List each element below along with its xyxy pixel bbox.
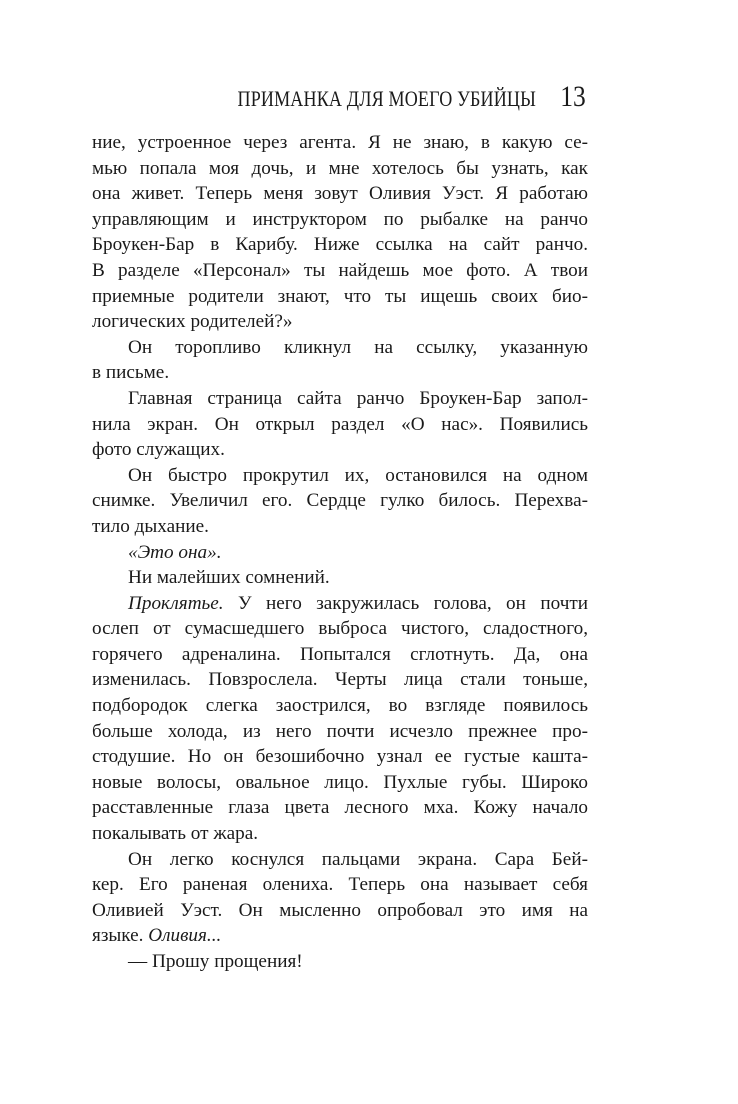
- text-line: фото служащих.: [92, 439, 225, 461]
- text-line: Ни малейших сомнений.: [128, 567, 330, 589]
- running-title: ПРИМАНКА ДЛЯ МОЕГО УБИЙЦЫ: [237, 86, 536, 111]
- text-line: кер. Его раненая олениха. Теперь она называет себя: [92, 874, 588, 896]
- text-line: ослеп от сумасшедшего выброса чистого, сладостного,: [92, 618, 588, 640]
- text-line: Он торопливо кликнул на ссылку, указанную: [128, 336, 588, 358]
- text-line: нила экран. Он открыл раздел «О нас». Появились: [92, 413, 588, 435]
- text-line: приемные родители знают, что ты ищешь своих био-: [92, 285, 588, 307]
- text-line: — Прошу прощения!: [128, 951, 303, 972]
- text-line: стодушие. Но он безошибочно узнал ее густые кашта-: [92, 746, 588, 768]
- text-line: Главная страница сайта ранчо Броукен-Бар запол-: [128, 387, 588, 409]
- running-head: [172, 82, 588, 112]
- text-line: расставленные глаза цвета лесного мха. Кожу начало: [92, 797, 588, 819]
- text-line: ние, устроенное через агента. Я не знаю, в какую се-: [92, 132, 588, 153]
- text-line: покалывать от жара.: [92, 823, 259, 845]
- text-line: управляющим и инструктором по рыбалке на ранчо: [92, 208, 588, 230]
- text-line: Оливией Уэст. Он мысленно опробовал это имя на: [92, 899, 588, 921]
- text-line: изменилась. Повзрослела. Черты лица стали тоньше,: [92, 669, 588, 691]
- text-line: тило дыхание.: [92, 515, 209, 537]
- text-line: В разделе «Персонал» ты найдешь мое фото. А твои: [92, 259, 588, 281]
- text-line: больше холода, из него почти исчезло прежнее про-: [92, 720, 588, 742]
- text-line: логических родителей?»: [92, 311, 293, 333]
- text-line: языке. Оливия...: [92, 925, 222, 947]
- text-line: Он быстро прокрутил их, остановился на одном: [128, 464, 588, 486]
- text-line: Броукен-Бар в Карибу. Ниже ссылка на сайт ранчо.: [92, 234, 588, 256]
- text-line: «Это она».: [128, 541, 222, 563]
- page-number: 13: [560, 80, 586, 113]
- text-line: подбородок слегка заострился, во взгляде появилось: [92, 695, 588, 717]
- text-line: она живет. Теперь меня зовут Оливия Уэст. Я работаю: [92, 183, 588, 205]
- text-line: мью попала моя дочь, и мне хотелось бы узнать, как: [92, 157, 588, 179]
- text-line: снимке. Увеличил его. Сердце гулко билось. Перехва-: [92, 490, 588, 512]
- body-text: [92, 130, 588, 975]
- text-line: новые волосы, овальное лицо. Пухлые губы. Широко: [92, 771, 588, 793]
- text-line: в письме.: [92, 362, 170, 384]
- text-line: горячего адреналина. Попытался сглотнуть. Да, она: [92, 643, 588, 665]
- text-line: Он легко коснулся пальцами экрана. Сара Бей-: [128, 848, 588, 870]
- text-line: Проклятье. У него закружилась голова, он почти: [128, 592, 588, 614]
